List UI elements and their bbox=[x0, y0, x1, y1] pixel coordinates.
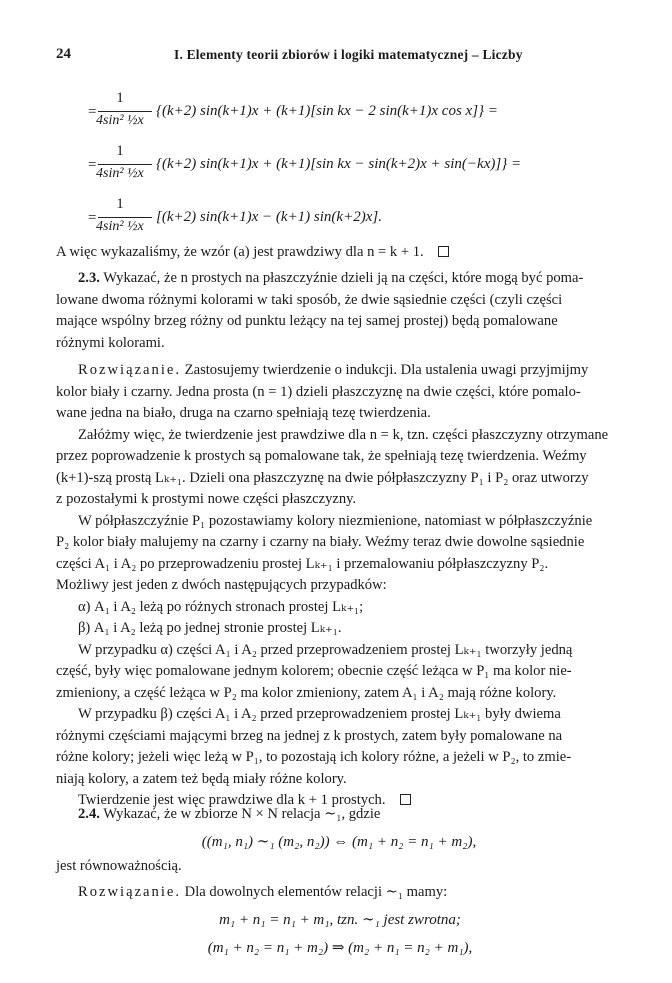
problem-2-3: 2.3. Wykazać, że n prostych na płaszczyźnie dzieli ją na części, które mogą być poma- lowane dwoma różnymi kolorami w taki sposób, że dwie sąsiednie części (czyli części mające wspólny brzeg różny od punktu leżący na tej samej prostej) będą pomalowane różnymi kolorami. bbox=[56, 270, 584, 351]
page-number: 24 bbox=[56, 46, 71, 62]
equation-body: {(k+2) sin(k+1)x + (k+1)[sin kx − 2 sin(k+1)x cos x]} = bbox=[156, 103, 498, 119]
solution-label: Rozwiązanie. bbox=[78, 884, 182, 900]
case-alpha: α) A₁ i A₂ leżą po różnych stronach prostej Lₖ₊₁; bbox=[78, 598, 364, 615]
fraction-bar bbox=[98, 217, 152, 218]
equals-sign: = bbox=[88, 104, 97, 120]
fraction-numerator: 1 bbox=[116, 90, 124, 106]
case-beta: β) A₁ i A₂ leżą po jednej stronie prostej Lₖ₊₁. bbox=[78, 620, 342, 636]
conclusion-text: A więc wykazaliśmy, że wzór (a) jest prawdziwy dla n = k + 1. bbox=[56, 244, 424, 260]
fraction-denominator: 4sin² ½x bbox=[96, 113, 144, 128]
fraction-denominator: 4sin² ½x bbox=[96, 166, 144, 181]
fraction-bar bbox=[98, 111, 152, 112]
problem-number: 2.4. bbox=[78, 806, 100, 822]
solution-2-3: Rozwiązanie. Zastosujemy twierdzenie o indukcji. Dla ustalenia uwagi przyjmijmy kolor biały i czarny. Jedna prosta (n = 1) dzieli płaszczyznę na dwie części, które pomalo- wane jedna na biało, druga na czarno spełniają tezę twierdzenia. Załóżmy więc, że twierdzenie jest prawdziwe dla n = k, tzn. części płaszczyzny otrzymane przez poprowadzenie k prostych są pomalowane tak, że spełniają tezę twierdzenia. Weźmy (k+1)-szą prostą Lₖ₊₁. Dzieli ona płaszczyznę na dwie półpłaszczyzny P₁ i P₂ oraz utworzy z pozostałymi k prostymi nowe części płaszczyzny. W półpłaszczyźnie P₁ pozostawiamy kolory niezmienione, natomiast w półpłaszczyźnie P₂ kolor biały malujemy na czarny i czarny na biały. Weźmy teraz dwie dowolne sąsiednie części A₁ i A₂ po przeprowadzeniu prostej Lₖ₊₁ i przemalowaniu półpłaszczyzny P₂. Możliwy jest jeden z dwóch następujących przypadków: α) A₁ i A₂ leżą po różnych stronach prostej Lₖ₊₁; β) A₁ i A₂ leżą po jednej stronie prostej Lₖ₊₁. W przypadku α) części A₁ i A₂ przed przeprowadzeniem prostej Lₖ₊₁ tworzyły jedną część, były więc pomalowane jednym kolorem; obecnie część leżąca w P₁ ma kolor nie- zmieniony, a część leżąca w P₂ ma kolor zmieniony, zatem A₁ i A₂ mają różne kolory. W przypadku β) części A₁ i A₂ przed przeprowadzeniem prostej Lₖ₊₁ były dwiema różnymi częściami mającymi brzeg na jednej z k prostych, zatem były pomalowane na różne kolory; jeżeli więc leżą w P₁, to pozostają ich kolory różne, a jeżeli w P₂, to zmie- niają kolory, a zatem też będą miały różne kolory. Twierdzenie jest więc prawdziwe dla k + 1 prostych. bbox=[56, 360, 622, 812]
equation-body: [(k+2) sin(k+1)x − (k+1) sin(k+2)x]. bbox=[156, 209, 382, 225]
conclusion-paragraph bbox=[56, 242, 622, 264]
page-header bbox=[56, 46, 622, 66]
problem-2-4-tail: jest równoważnością. bbox=[56, 858, 182, 874]
fraction-numerator: 1 bbox=[116, 143, 124, 159]
equation-body: {(k+2) sin(k+1)x + (k+1)[sin kx − sin(k+2)x + sin(−kx)]} = bbox=[156, 156, 522, 172]
fraction-numerator: 1 bbox=[116, 196, 124, 212]
problem-2-4: 2.4. Wykazać, że w zbiorze N × N relacja ∼₁, gdzie bbox=[78, 806, 381, 822]
formula-reflexive: m₁ + n₁ = n₁ + m₁, tzn. ∼₁ jest zwrotna; bbox=[219, 912, 461, 928]
relation-formula: ((m₁, n₁) ∼₁ (m₂, n₂)) ⇔ (m₁ + n₂ = n₁ + m₂), bbox=[201, 834, 477, 850]
equals-sign: = bbox=[88, 210, 97, 226]
qed-box-icon bbox=[438, 246, 449, 257]
formula-symmetric: (m₁ + n₂ = n₁ + m₂) ⇒ (m₂ + n₁ = n₂ + m₁), bbox=[207, 940, 473, 956]
solution-2-4: Rozwiązanie. Dla dowolnych elementów relacji ∼₁ mamy: bbox=[78, 884, 448, 900]
problem-number: 2.3. bbox=[78, 270, 100, 286]
equals-sign: = bbox=[88, 157, 97, 173]
fraction-denominator: 4sin² ½x bbox=[96, 219, 144, 234]
running-head: I. Elementy teorii zbiorów i logiki matematycznej – Liczby bbox=[174, 47, 523, 62]
solution-label: Rozwiązanie. bbox=[78, 362, 182, 378]
fraction-bar bbox=[98, 164, 152, 165]
theorem-conclusion: Twierdzenie jest więc prawdziwe dla k + 1 prostych. bbox=[78, 792, 386, 808]
